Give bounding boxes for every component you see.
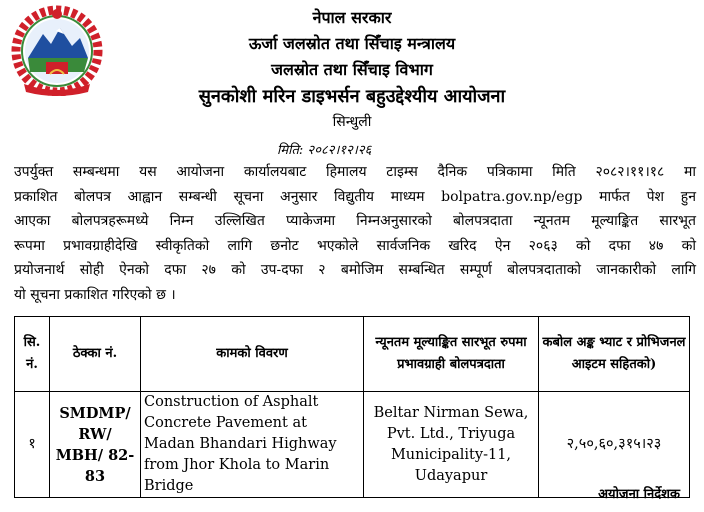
notice-line: प्रकाशित बोलपत्र आह्वान सम्बन्धी सूचना अनुसार विद्युतीय माध्यम bolpatra.gov.np/egp मार्फत पेश हुन xyxy=(14,188,696,205)
notice-line: यो सूचना प्रकाशित गरिएको छ । xyxy=(14,286,176,303)
cell-bid-amount: २,५०,६०,३१५।२३ xyxy=(539,392,690,498)
cell-contract-number: SMDMP/ RW/ MBH/ 82-83 xyxy=(50,392,141,498)
notice-date: मिति: २०८२।१२।२६ xyxy=(277,143,372,158)
header-serial-number: सि. नं. xyxy=(15,317,50,392)
department-title: जलस्रोत तथा सिँचाइ विभाग xyxy=(271,60,433,79)
header-bid-amount: कबोल अङ्क भ्याट र प्रोभिजनल आइटम सहितको) xyxy=(539,317,690,392)
table-header-row xyxy=(15,317,690,392)
notice-line: रूपमा प्रभावग्राहीदेखि स्वीकृतिको लागि छनोट भएकोले सार्वजनिक खरिद ऐन २०६३ को दफा ४७ को xyxy=(14,237,696,254)
ministry-title: ऊर्जा जलस्रोत तथा सिँचाइ मन्त्रालय xyxy=(248,34,456,53)
location-label: सिन्धुली xyxy=(332,114,372,130)
header-bidder: न्यूनतम मूल्याङ्कित सारभूत रुपमा प्रभावग्राही बोलपत्रदाता xyxy=(364,317,539,392)
notice-line: आएका बोलपत्रहरूमध्ये निम्न उल्लिखित प्याकेजमा निम्नअनुसारको बोलपत्रदाता न्यूनतम मूल्याङ्कित सारभूत xyxy=(14,213,696,229)
notice-line: उपर्युक्त सम्बन्धमा यस आयोजना कार्यालयबाट हिमालय टाइम्स दैनिक पत्रिकामा मिति २०८२।११।१८ मा xyxy=(14,164,696,180)
bid-results-table xyxy=(14,316,690,498)
signature-title: अयोजना निर्देशक xyxy=(598,487,680,502)
notice-body xyxy=(14,160,696,307)
cell-serial-number: १ xyxy=(15,392,50,498)
cell-bidder: Beltar Nirman Sewa, Pvt. Ltd., Triyuga Municipality-11, Udayapur xyxy=(364,392,539,498)
table-row xyxy=(15,392,690,498)
header-work-description: कामको विवरण xyxy=(141,317,364,392)
notice-line: प्रयोजनार्थ सोही ऐनको दफा २७ को उप-दफा २ बमोजिम सम्बन्धित सम्पूर्ण बोलपत्रदाताको जानकारीको लागि xyxy=(14,262,696,278)
government-title: नेपाल सरकार xyxy=(312,8,392,27)
cell-work-description: Construction of Asphalt Concrete Pavement at Madan Bhandari Highway from Jhor Khola to Marin Bridge xyxy=(141,392,364,498)
project-title: सुनकोशी मरिन डाइभर्सन बहुउद्देश्यीय आयोजना xyxy=(198,86,506,107)
header-contract-number: ठेक्का नं. xyxy=(50,317,141,392)
